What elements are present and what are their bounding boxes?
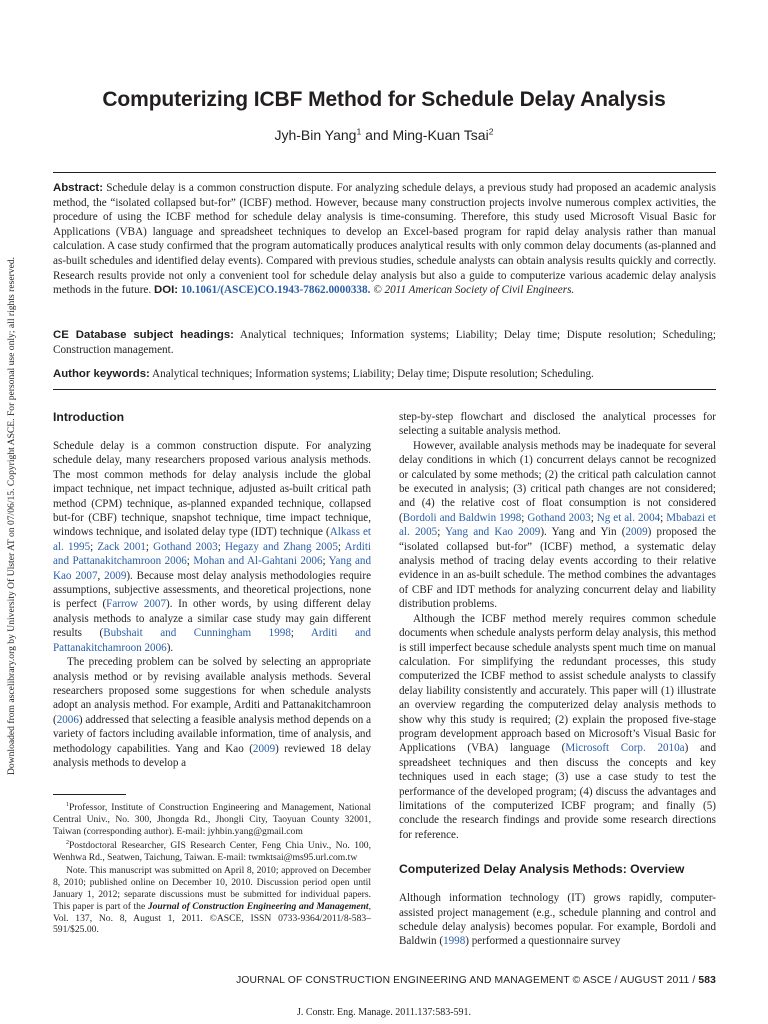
journal-name: Journal of Construction Engineering and Management	[147, 900, 369, 912]
divider	[53, 172, 716, 173]
citation-link[interactable]: Farrow 2007	[106, 598, 167, 611]
paragraph-text: However, available analysis methods may be inadequate for several delay conditions in which (1) concurrent delays cannot be recognized or calculated by some methods; (2) the critical path calculation cannot be executed in analysis; (3) critical path changes are not considered; and (4) the relative cost of float consumption is not considered (	[399, 439, 716, 524]
citation-link[interactable]: Bubshait and Cunningham 1998	[103, 627, 291, 640]
body-paragraph: step-by-step flowchart and disclosed the analytical processes for selecting a suitable analysis method.	[399, 411, 716, 438]
affiliation-marker: 2	[488, 126, 494, 137]
separator: ;	[521, 511, 528, 524]
manuscript-note	[53, 865, 371, 936]
author-keywords-text: Analytical techniques; Information systems; Liability; Delay time; Dispute resolution; Scheduling.	[149, 368, 594, 380]
subject-headings-text: Analytical techniques; Information systems; Liability; Delay time; Dispute resolution; Scheduling; Construction management.	[53, 329, 716, 356]
separator: ;	[337, 540, 345, 553]
affiliation-marker: 1	[356, 126, 362, 137]
paragraph-text: Schedule delay is a common construction dispute. For analyzing schedule delay, many researchers proposed various analysis methods. The most common methods for delay analysis include the global impact technique, net impact technique, adjusted as-built critical path method (CPM) technique, as-planned expanded technique, collapsed but-for (CBF) technique, snapshot technique, time impact technique, windows technique, and isolated delay type (IDT) technique (	[53, 440, 371, 539]
abstract	[53, 181, 716, 298]
citation-link[interactable]: 2006	[56, 713, 79, 726]
section-heading: Computerized Delay Analysis Methods: Overview	[399, 862, 685, 877]
paragraph-text: ). In other words, by using different delay analysis methods to analyze a similar case study may gain different results (	[53, 598, 371, 640]
citation-link[interactable]: Bordoli and Baldwin 1998	[402, 511, 522, 524]
citation-link[interactable]: Yang and Kao 2009	[445, 526, 541, 539]
copyright-notice: © 2011 American Society of Civil Engineers.	[370, 284, 575, 297]
separator: ;	[322, 555, 329, 568]
separator: ;	[437, 526, 446, 539]
paragraph-text: ) performed a questionnaire survey	[465, 935, 621, 948]
footnote-divider	[53, 794, 126, 795]
paragraph-text: ) addressed that selecting a feasible analysis method depends on a variety of factors including available information, time of analysis, and methodology capabilities. Yang and Kao (	[53, 713, 371, 755]
citation-footer: J. Constr. Eng. Manage. 2011.137:583-591.	[296, 1007, 472, 1018]
footnote	[53, 802, 371, 837]
body-paragraph	[53, 655, 371, 770]
separator: ,	[97, 569, 105, 582]
separator: ;	[90, 540, 98, 553]
citation-link[interactable]: Gothand 2003	[153, 540, 218, 553]
footnotes	[53, 802, 371, 936]
citation-link[interactable]: Arditi and Pattanakitchamroon 2006	[53, 540, 372, 568]
download-notice: Downloaded from ascelibrary.org by University Of Ulster AT on 07/06/15. Copyright ASCE. For personal use only; all rights reserved.	[6, 256, 17, 776]
paragraph-text: The preceding problem can be solved by selecting an appropriate analysis method or by revising available analysis methods. Several researchers proposed some suggestions for when schedule analysts adopt an analysis method. For example, Arditi and Pattanakitchamroon (	[53, 656, 371, 726]
author-conjunction: and	[361, 127, 393, 143]
running-footer	[236, 975, 716, 986]
body-paragraph	[53, 439, 371, 655]
citation-link[interactable]: Mbabazi et al. 2005	[399, 511, 716, 539]
citation-link[interactable]: 1998	[443, 935, 466, 948]
paragraph-text: Although the ICBF method merely requires common schedule documents when schedule analysts perform delay analysis, this method is still imperfect because schedule analysts spent much time on manual calculation. For simplifying the redundant processes, this study computerized the ICBF method to assist schedule analysts to classify delay liability consistently and accurately. This paper will (1) illustrate an overview regarding the computerized delay analysis methods to show why this study is required; (2) explain the proposed five-stage program development approach based on Microsoft’s Visual Basic for Applications (VBA) language (	[399, 612, 716, 755]
paragraph-text: ) and spreadsheet techniques and then discuss the concepts and key techniques used in each stage; (3) use a case study to test the performance of the developed program; (4) discuss the advantages and limitations of the computerized ICBF program; and finally (5) conclude the research findings and provide some research directions for reference.	[399, 742, 716, 841]
citation-link[interactable]: Microsoft Corp. 2010a	[565, 742, 685, 755]
footnote	[53, 840, 371, 864]
separator: ;	[290, 627, 311, 640]
footnote-marker: 2	[66, 839, 69, 846]
left-column	[53, 410, 371, 938]
author-keywords-label: Author keywords:	[53, 368, 150, 380]
separator: ;	[660, 511, 667, 524]
note-text: Note. This manuscript was submitted on April 8, 2010; approved on December 8, 2010; published online on December 10, 2010. Discussion period open until January 1, 2012; separate discussions must be submitted for individual papers. This paper is part of the	[53, 865, 371, 912]
citation-link[interactable]: 2009	[104, 569, 127, 582]
doi-label: DOI:	[153, 284, 179, 297]
citation-link[interactable]: Mohan and Al-Gahtani 2006	[193, 555, 323, 568]
paragraph-text: ).	[166, 641, 174, 654]
body-paragraph	[399, 891, 716, 949]
author-keywords	[53, 367, 716, 382]
citation-link[interactable]: Alkass et al. 1995	[53, 526, 371, 553]
doi-link[interactable]: 10.1061/(ASCE)CO.1943-7862.0000338.	[178, 284, 371, 297]
author-name: Ming-Kuan Tsai	[392, 127, 489, 143]
citation-link[interactable]: 2009	[625, 526, 648, 539]
paragraph-text: ). Because most delay analysis methodologies require assumptions, subjective assessments, and theoretical projections, none is perfect (	[53, 569, 371, 611]
paper-title: Computerizing ICBF Method for Schedule Delay Analysis	[102, 88, 666, 111]
paragraph-text: Although information technology (IT) grows rapidly, computer-assisted project management (e.g., schedule planning and control and schedule delay analysis) becomes popular. For example, Bordoli and Baldwin (	[399, 892, 716, 948]
right-column	[399, 410, 716, 949]
footnote-marker: 1	[66, 802, 69, 809]
subject-headings	[53, 328, 716, 357]
separator: ;	[186, 555, 194, 568]
separator: ;	[145, 540, 154, 553]
paragraph-text: ) proposed the “isolated collapsed but-for” (ICBF) method, a systematic delay analysis method of tracing delay events according to their relative evidence in an as-built schedule. The method combines the advantages of CBF and IDT methods for analyzing concurrent delay and liability distribution problems.	[399, 526, 716, 611]
paragraph-text: ) reviewed 18 delay analysis methods to develop a	[53, 742, 371, 769]
section-heading: Introduction	[53, 410, 125, 424]
footnote-text: Professor, Institute of Construction Engineering and Management, National Central Univ., No. 300, Jhongda Rd., Jhongli City, Taoyuan County 32001, Taiwan (corresponding author). E-mail: jyhbin.yang@gmail.com	[53, 802, 371, 837]
abstract-text: Schedule delay is a common construction dispute. For analyzing schedule delays, a previous study had proposed an academic analysis method, the “isolated collapsed but-for” (ICBF) method. However, because many construction projects involve numerous complex activities, the procedure of using the ICBF method for schedule delay analysis is time-consuming. Therefore, this study used Microsoft Visual Basic for Applications (VBA) language and spreadsheet techniques to develop an Excel-based program for rapid delay analysis rather than manual calculation. A case study confirmed that the program automatically produces analytical results with only common delay documents (as-planned and as-built schedules and identified delay events). Compared with previous studies, schedule analysts can obtain analysis results quickly and correctly. Research results provide not only a convenient tool for schedule delay analysis but also a guide to computerize various academic delay analysis methods in the future.	[53, 182, 716, 297]
citation-link[interactable]: Yang and Kao 2007	[53, 555, 372, 582]
author-line	[50, 127, 718, 143]
separator: ;	[590, 511, 597, 524]
paragraph-text: ). Yang and Yin (	[540, 526, 626, 539]
citation-link[interactable]: Zack 2001	[97, 540, 146, 553]
abstract-label: Abstract:	[53, 182, 104, 194]
body-paragraph	[399, 439, 716, 612]
page-number: 583	[698, 975, 716, 986]
subject-headings-label: CE Database subject headings:	[53, 329, 234, 341]
footnote-text: Postdoctoral Researcher, GIS Research Center, Feng Chia Univ., No. 100, Wenhwa Rd., Seatwen, Taichung, Taiwan. E-mail: twmktsai@ms95.url.com.tw	[53, 839, 371, 863]
body-paragraph	[399, 612, 716, 843]
note-text: , Vol. 137, No. 8, August 1, 2011. ©ASCE, ISSN 0733-9364/2011/8-583–591/$25.00.	[53, 900, 371, 936]
citation-link[interactable]: Arditi and Pattanakitchamroon 2006	[53, 627, 371, 654]
citation-link[interactable]: 2009	[252, 742, 276, 755]
separator: ;	[217, 540, 225, 553]
divider	[53, 389, 716, 390]
citation-link[interactable]: Hegazy and Zhang 2005	[224, 540, 338, 553]
author-name: Jyh-Bin Yang	[274, 127, 357, 143]
journal-footer-text: JOURNAL OF CONSTRUCTION ENGINEERING AND MANAGEMENT © ASCE / AUGUST 2011 /	[236, 975, 699, 986]
citation-link[interactable]: Ng et al. 2004	[596, 511, 661, 524]
citation-link[interactable]: Gothand 2003	[527, 511, 591, 524]
